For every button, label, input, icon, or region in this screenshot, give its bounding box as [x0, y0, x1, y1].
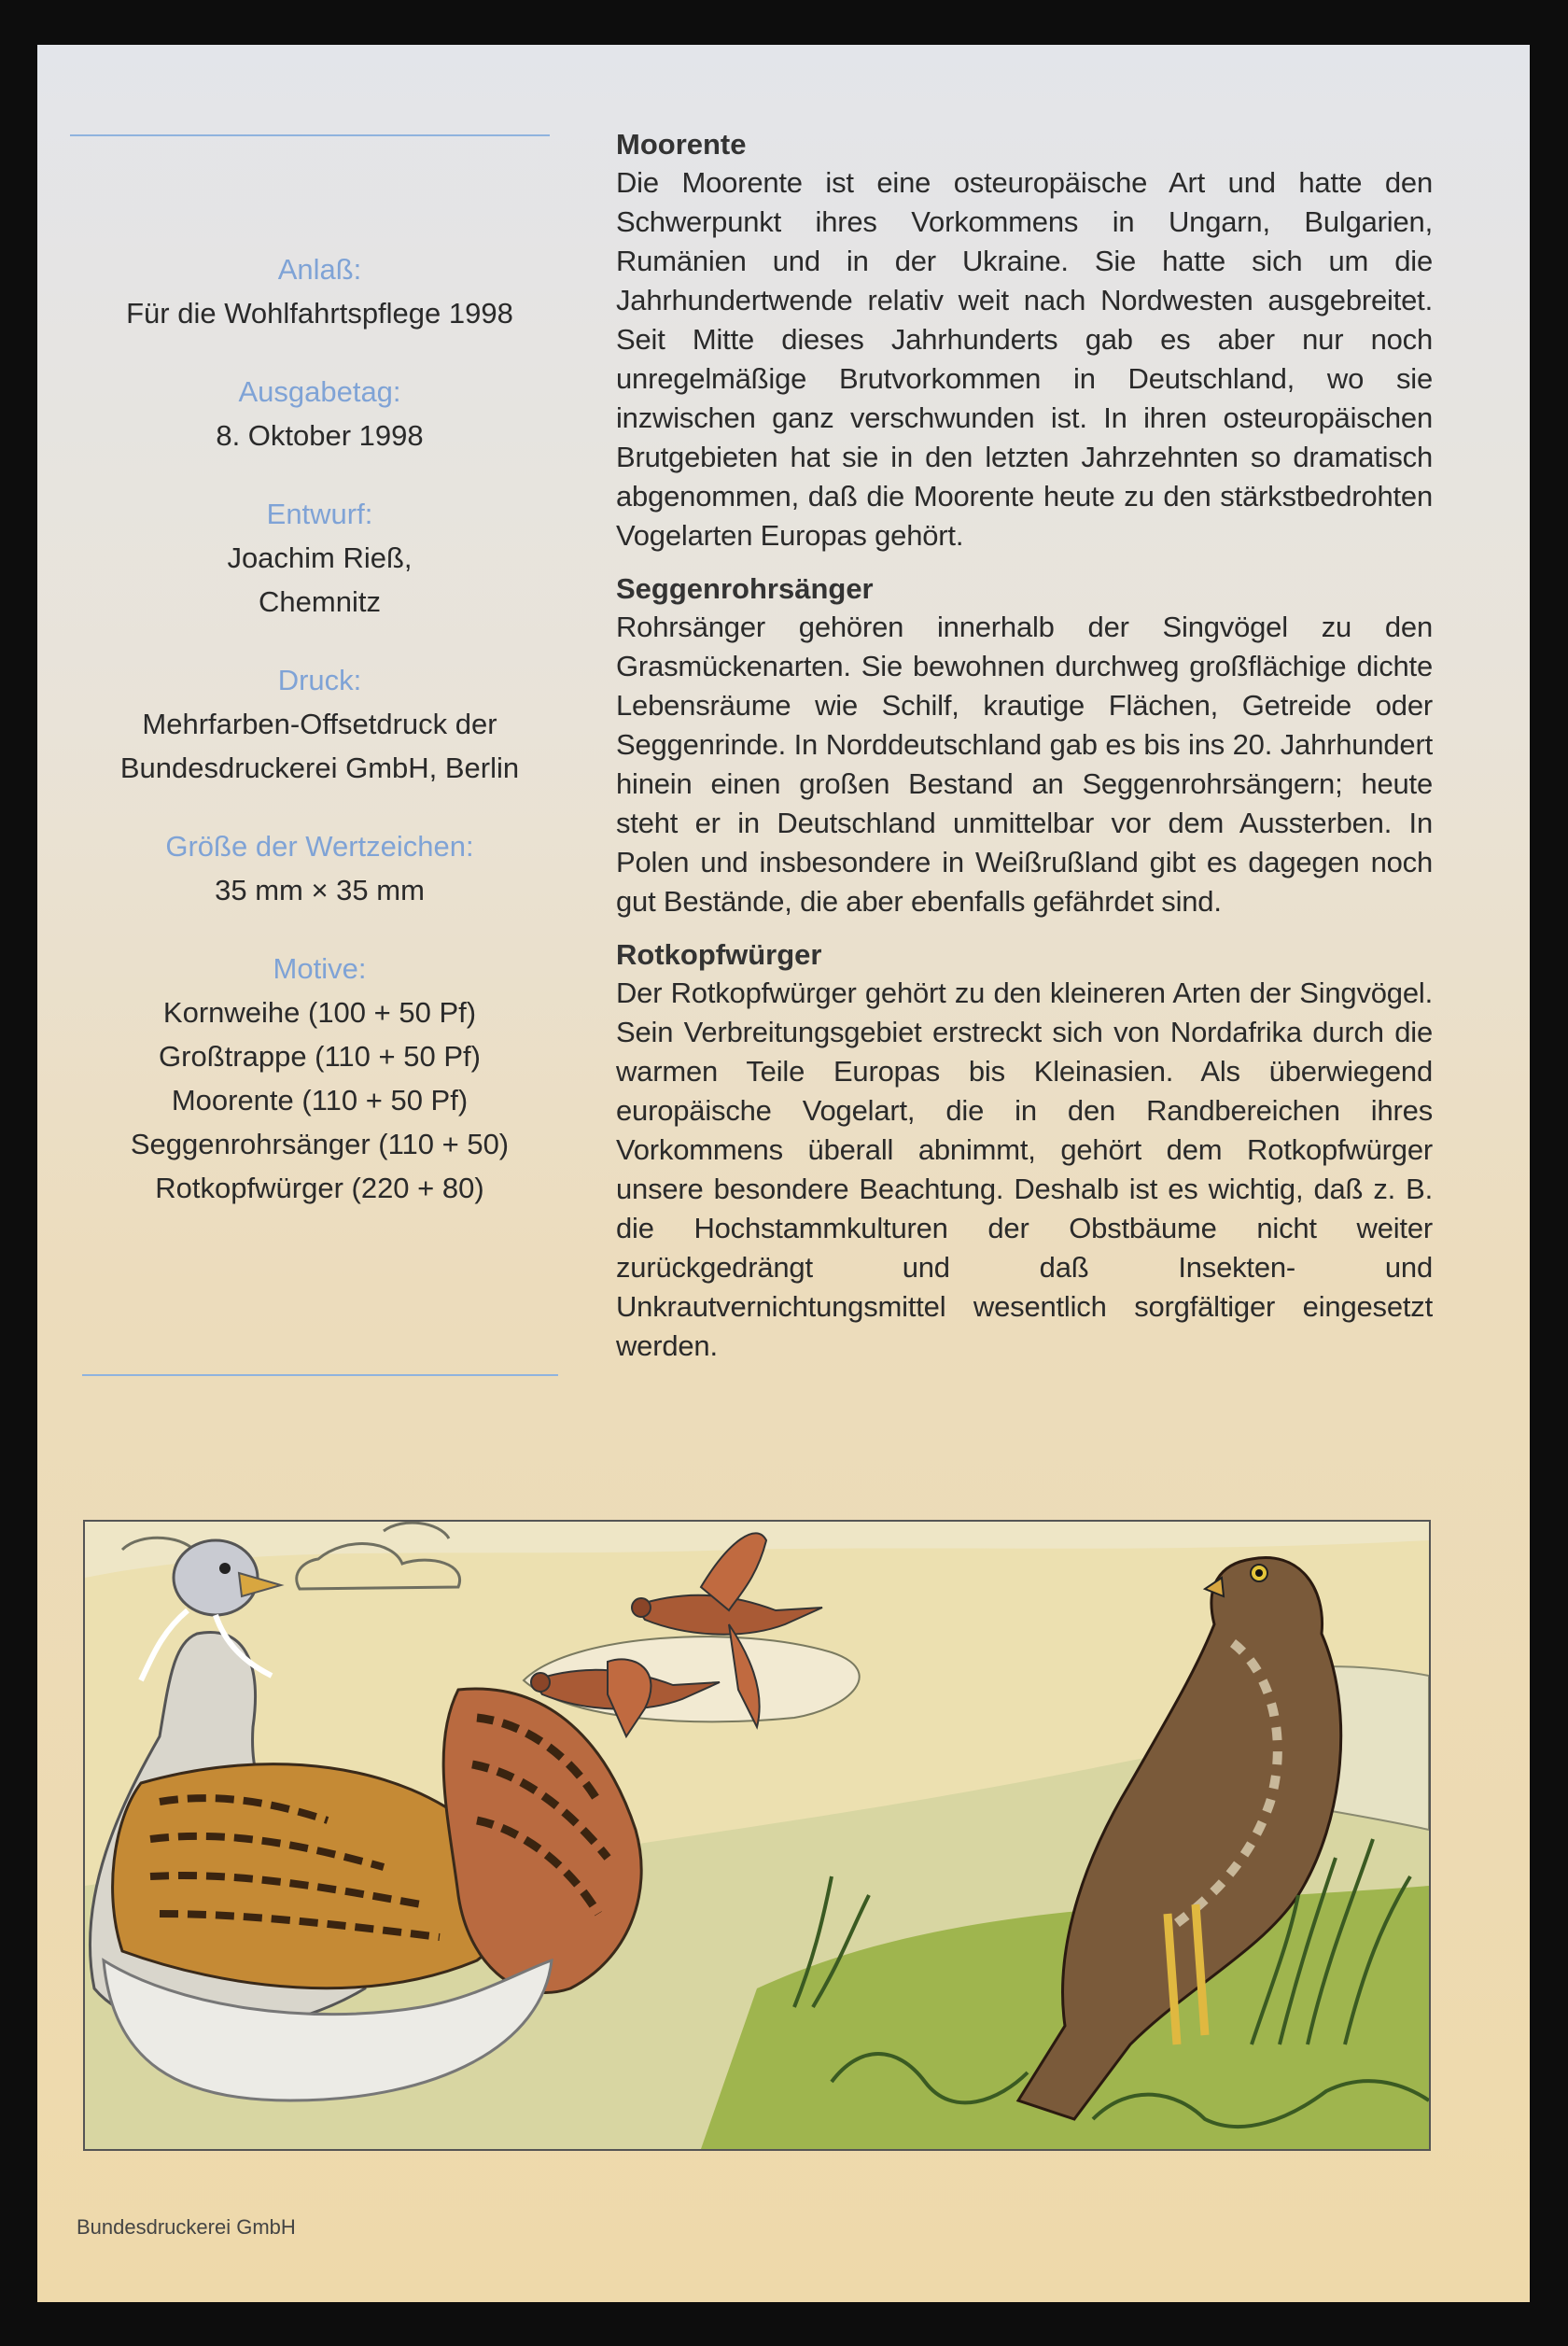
bird-illustration [83, 1520, 1431, 2151]
info-block [75, 825, 565, 912]
info-value: Mehrfarben-Offsetdruck der [142, 708, 497, 740]
issue-info-column [75, 248, 565, 1245]
info-value: Moorente (110 + 50 Pf) [171, 1084, 469, 1117]
info-label: Druck: [277, 664, 362, 696]
info-value: 35 mm × 35 mm [215, 874, 425, 906]
info-label: Entwurf: [266, 498, 373, 530]
info-value: Bundesdruckerei GmbH, Berlin [119, 752, 520, 784]
bottom-divider [82, 1374, 558, 1376]
info-value: Joachim Rieß, [227, 541, 413, 574]
info-block [75, 248, 565, 335]
info-block [75, 659, 565, 790]
info-value: 8. Oktober 1998 [216, 419, 424, 452]
article-column [616, 126, 1433, 1381]
info-label: Motive: [273, 952, 367, 985]
info-label: Ausgabetag: [238, 375, 401, 408]
article-title: Moorente [616, 128, 747, 161]
info-label: Anlaß: [277, 253, 362, 286]
info-block [75, 948, 565, 1210]
info-value: Für die Wohlfahrtspflege 1998 [126, 297, 513, 330]
top-divider [70, 134, 550, 136]
info-value: Kornweihe (100 + 50 Pf) [162, 996, 477, 1029]
info-label: Größe der Wertzeichen: [165, 830, 474, 863]
article-text: Die Moorente ist eine osteuropäische Art und hatte den Schwerpunkt ihres Vorkommens in Ungarn, Bulgarien, Rumänien und in der Ukraine. Sie hatte sich um die Jahrhundertwende relativ weit nach Nordwesten ausgebreitet. Seit Mitte dieses Jahrhunderts gab es aber nur noch unregelmäßige Brutvorkommen in Deutschland, wo sie inzwischen ganz verschwunden ist. In ihren osteuropäischen Brutgebieten hat sie in den letzten Jahrzehnten so dramatisch abgenommen, daß die Moorente heute zu den stärkstbedrohten Vogelarten Europas gehört. [616, 166, 1433, 552]
info-value: Chemnitz [259, 585, 381, 618]
article-title: Seggenrohrsänger [616, 572, 874, 605]
info-block [75, 371, 565, 457]
article-text: Der Rotkopfwürger gehört zu den kleineren Arten der Singvögel. Sein Verbreitungsgebiet erstreckt sich von Nordafrika durch die warmen Teile Europas bis Kleinasien. Als überwiegend europäische Vogelart, die in den Randbereichen ihres Vorkommens überall abnimmt, gehört dem Rotkopfwürger unsere besondere Beachtung. Deshalb ist es wichtig, daß z. B. die Hochstammkulturen der Obstbäume nicht weiter zurückgedrängt und daß Insekten- und Unkrautvernichtungsmittel wesentlich sorgfältiger eingesetzt werden. [616, 976, 1433, 1362]
info-block [75, 493, 565, 624]
article-text: Rohrsänger gehören innerhalb der Singvögel zu den Grasmückenarten. Sie bewohnen durchweg großflächige dichte Lebensräume wie Schilf, krautige Flächen, Getreide oder Seggenrinde. In Norddeutschland gab es bis ins 20. Jahrhundert hinein einen großen Bestand an Seggenrohrsängern; heute steht er in Deutschland unmittelbar vor dem Aussterben. In Polen und insbesondere in Weißrußland gibt es dagegen noch gut Bestände, die aber ebenfalls gefährdet sind. [616, 611, 1433, 918]
info-value: Seggenrohrsänger (110 + 50) [130, 1128, 510, 1160]
info-value: Großtrappe (110 + 50 Pf) [159, 1040, 481, 1073]
printer-credit: Bundesdruckerei GmbH [77, 2215, 296, 2239]
article-title: Rotkopfwürger [616, 938, 822, 971]
bird-illustration-svg [85, 1522, 1429, 2149]
article-moorente [616, 126, 1433, 555]
article-seggenrohrsaenger [616, 570, 1433, 921]
info-value: Rotkopfwürger (220 + 80) [155, 1172, 484, 1204]
info-sheet [37, 45, 1530, 2302]
article-rotkopfwuerger [616, 936, 1433, 1366]
